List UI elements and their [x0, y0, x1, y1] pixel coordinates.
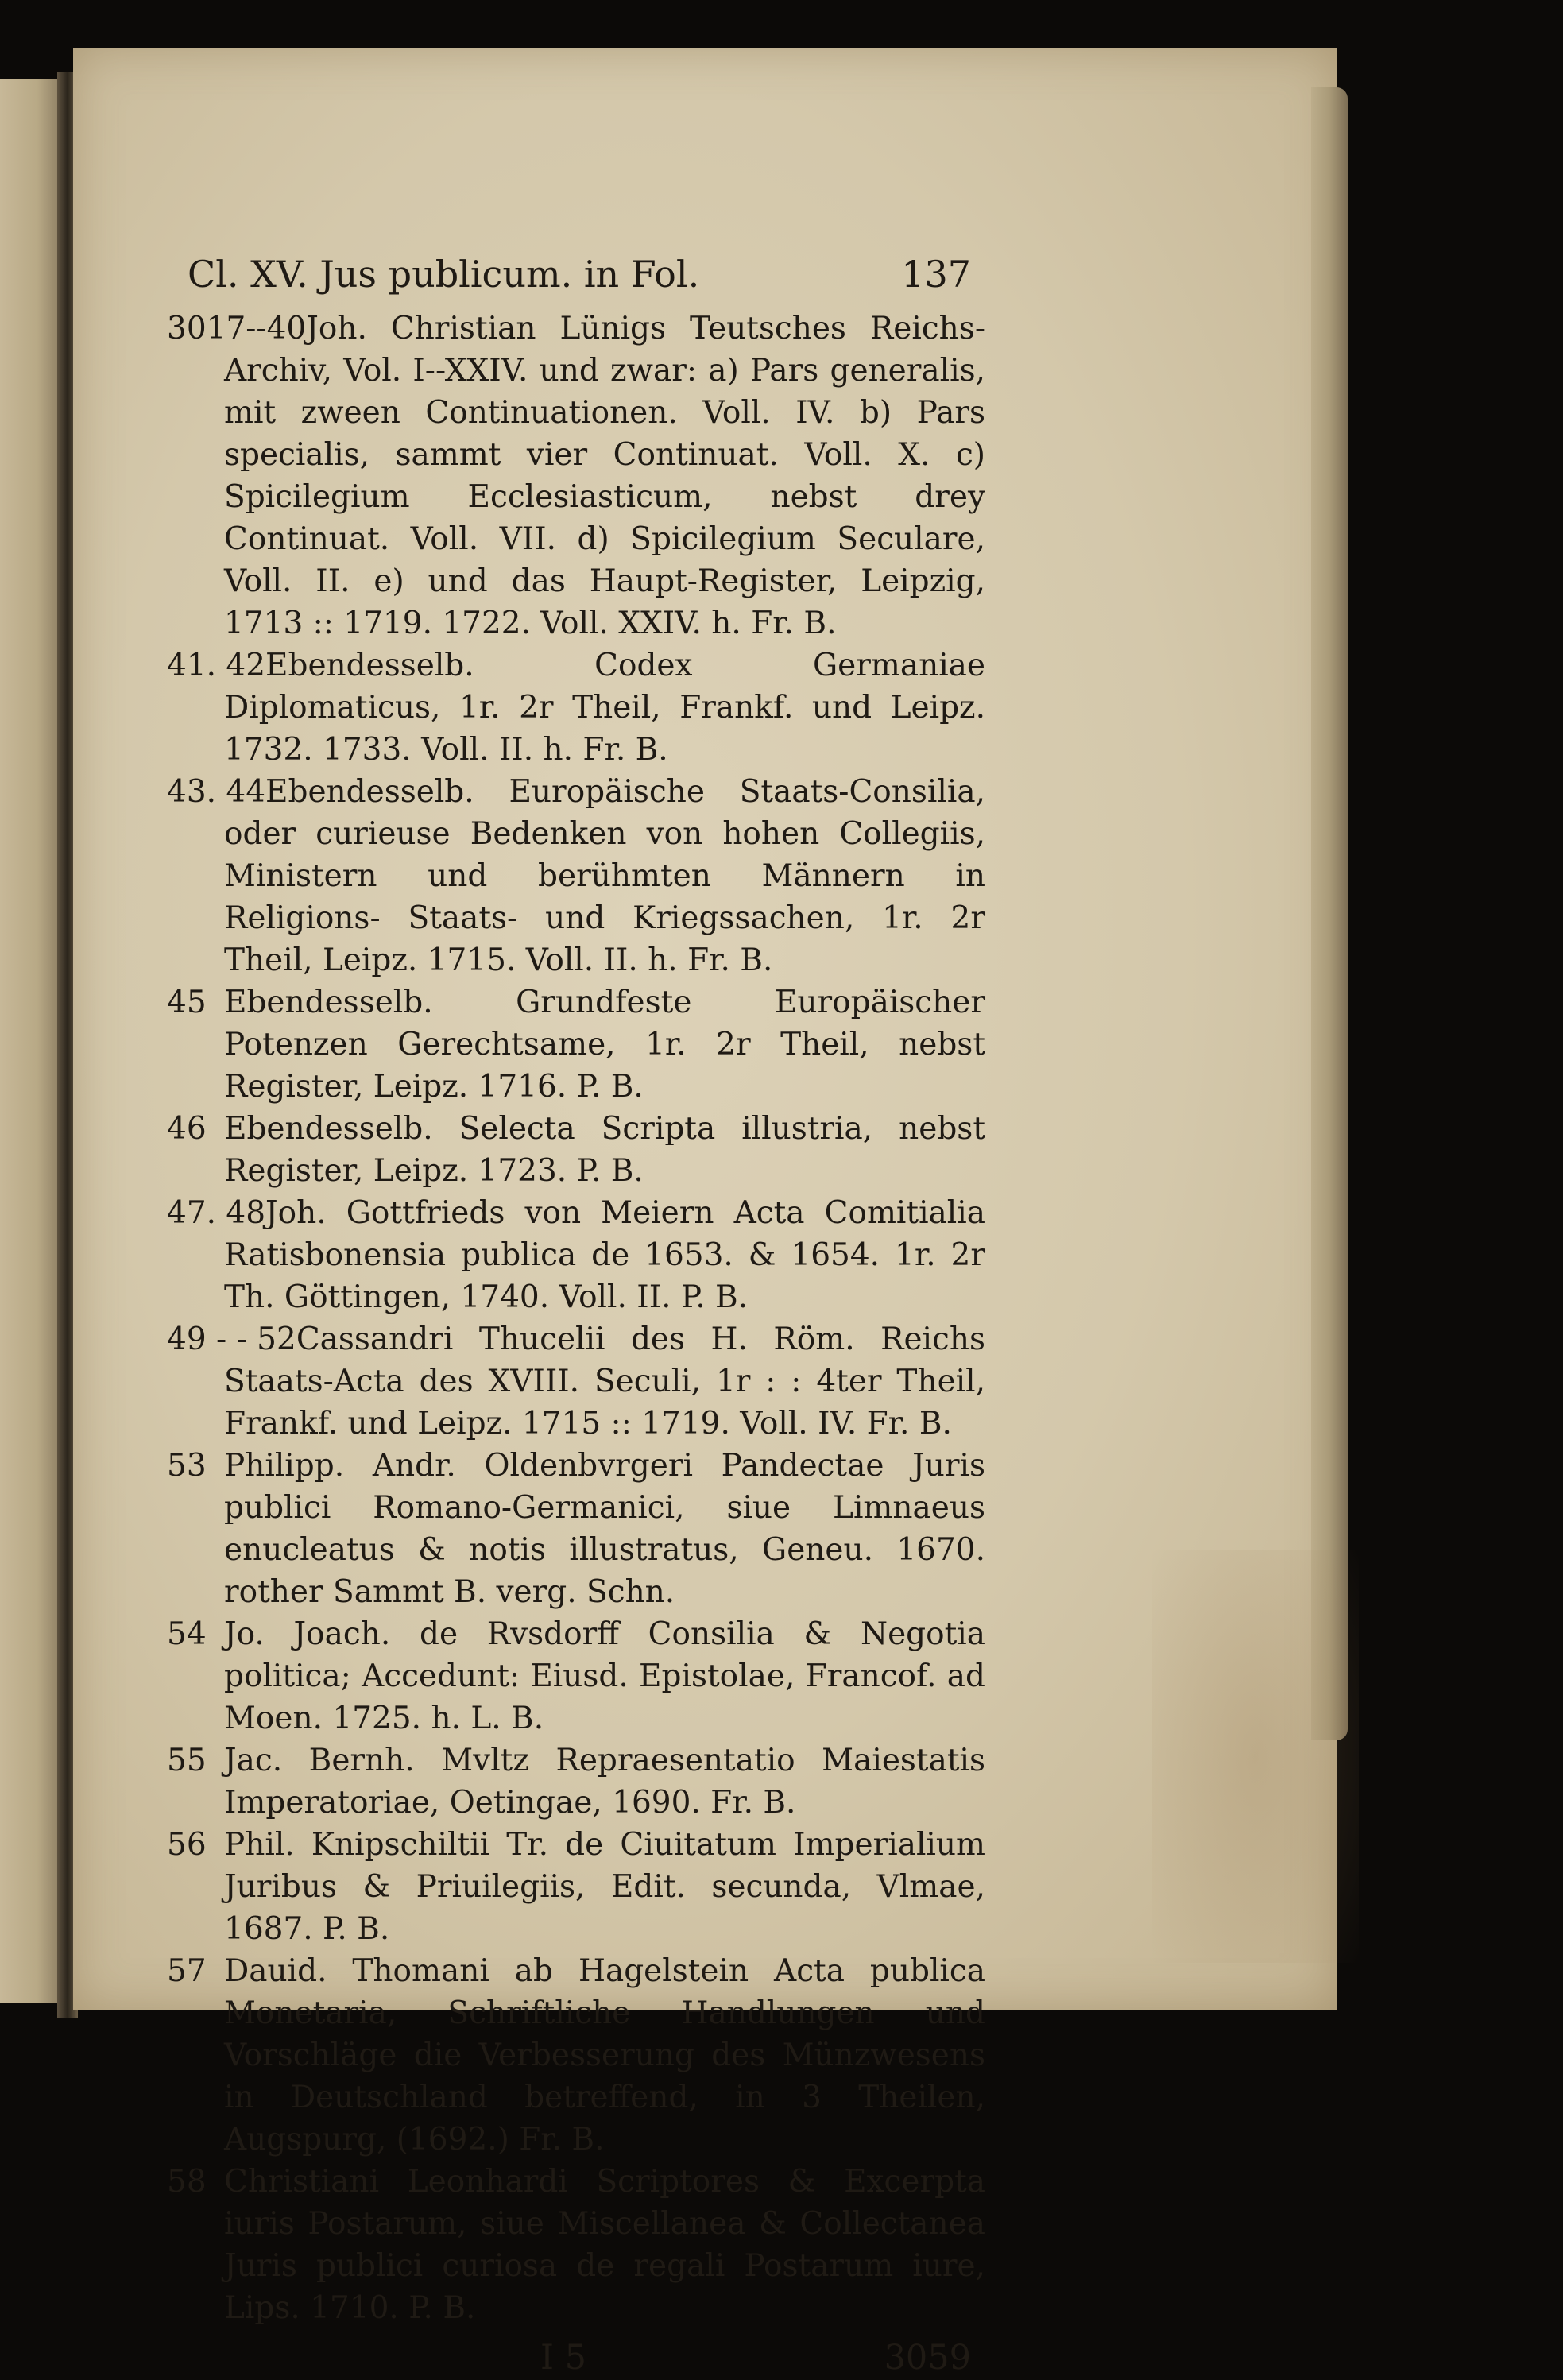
entry-number: 57: [167, 1953, 207, 1989]
catalog-entry: [167, 1445, 985, 1613]
entry-number: 43. 44: [167, 774, 266, 810]
entry-text: Ebendesselb. Europäische Staats-Consilia, oder curieuse Bedenken von hohen Collegiis, Ministern und berühmten Männern in Religions- Staats- und Kriegssachen, 1r. 2r Theil, Leipz. 1715. Voll. II. h. Fr. B.: [224, 774, 985, 978]
catalog-entry: [167, 308, 985, 644]
catalog-entry: [167, 1108, 985, 1192]
entry-text: Dauid. Thomani ab Hagelstein Acta publica Monetaria, Schriftliche Handlungen und Vorschläge die Verbesserung des Münzwesens in Deutschland betreffend, in 3 Theilen, Augspurg, (1692.) Fr. B.: [224, 1953, 985, 2157]
entry-text: Christiani Leonhardi Scriptores & Excerpta iuris Postarum, siue Miscellanea & Collectanea Juris publici curiosa de regali Postarum iure, Lips. 1710. P. B.: [224, 2164, 985, 2326]
entry-text: Jac. Bernh. Mvltz Repraesentatio Maiestatis Imperatoriae, Oetingae, 1690. Fr. B.: [224, 1743, 985, 1821]
entry-number: 53: [167, 1448, 207, 1484]
entry-text: Jo. Joach. de Rvsdorff Consilia & Negotia politica; Accedunt: Eiusd. Epistolae, Francof. ad Moen. 1725. h. L. B.: [224, 1616, 985, 1736]
entry-number: 49 - - 52: [167, 1322, 296, 1357]
paper-stain: [1152, 1550, 1359, 1963]
entry-text: Ebendesselb. Selecta Scripta illustria, nebst Register, Leipz. 1723. P. B.: [224, 1111, 985, 1189]
entry-text: Phil. Knipschiltii Tr. de Ciuitatum Imperialium Juribus & Priuilegiis, Edit. secunda, Vlmae, 1687. P. B.: [224, 1827, 985, 1947]
catchword: 3059: [884, 2338, 971, 2378]
catalog-entry: [167, 1950, 985, 2161]
entry-text: Ebendesselb. Grundfeste Europäischer Potenzen Gerechtsame, 1r. 2r Theil, nebst Register, Leipz. 1716. P. B.: [224, 985, 985, 1105]
entry-text: Joh. Christian Lünigs Teutsches Reichs-Archiv, Vol. I--XXIV. und zwar: a) Pars generalis, mit zween Continuationen. Voll. IV. b) Pars specialis, sammt vier Continuat. Voll. X. c) Spicilegium Ecclesiasticum, nebst drey Continuat. Voll. VII. d) Spicilegium Seculare, Voll. II. e) und das Haupt-Register, Leipzig, 1713 :: 1719. 1722. Voll. XXIV. h. Fr. B.: [224, 311, 985, 641]
entry-number: 45: [167, 985, 207, 1020]
entry-number: 41. 42: [167, 648, 266, 683]
entry-number: 47. 48: [167, 1195, 266, 1231]
entry-text: Philipp. Andr. Oldenbvrgeri Pandectae Juris publici Romano-Germanici, siue Limnaeus enucleatus & notis illustratus, Geneu. 1670. rother Sammt B. verg. Schn.: [224, 1448, 985, 1610]
catalog-entry: [167, 1824, 985, 1950]
entry-number: 3017--40: [167, 311, 307, 346]
entry-number: 56: [167, 1827, 207, 1863]
catalog-entry: [167, 771, 985, 981]
catalog-entry: [167, 1613, 985, 1740]
catalog-entry: [167, 981, 985, 1108]
running-header: [188, 250, 985, 298]
facing-page-edge: [0, 79, 62, 2003]
signature-mark: I 5: [540, 2338, 587, 2378]
entry-number: 54: [167, 1616, 207, 1652]
catalog-entry: [167, 1740, 985, 1824]
entry-number: 58: [167, 2164, 207, 2200]
entry-text: Cassandri Thucelii des H. Röm. Reichs Staats-Acta des XVIII. Seculi, 1r : : 4ter Theil, Frankf. und Leipz. 1715 :: 1719. Voll. IV. Fr. B.: [224, 1322, 985, 1442]
header-title: Cl. XV. Jus publicum. in Fol.: [188, 253, 700, 296]
catalog-entry: [167, 2161, 985, 2329]
catalog-entry: [167, 644, 985, 771]
page-fore-edge: [1311, 87, 1348, 1740]
page-footer: [540, 2335, 971, 2380]
catalog-entry: [167, 1192, 985, 1318]
page-text: [167, 250, 985, 2380]
page-number: 137: [901, 253, 971, 296]
catalog-entry: [167, 1318, 985, 1445]
entry-number: 55: [167, 1743, 207, 1778]
entry-text: Joh. Gottfrieds von Meiern Acta Comitialia Ratisbonensia publica de 1653. & 1654. 1r. 2r Th. Göttingen, 1740. Voll. II. P. B.: [224, 1195, 985, 1315]
entry-number: 46: [167, 1111, 207, 1147]
entry-text: Ebendesselb. Codex Germaniae Diplomaticus, 1r. 2r Theil, Frankf. und Leipz. 1732. 1733. Voll. II. h. Fr. B.: [224, 648, 985, 768]
